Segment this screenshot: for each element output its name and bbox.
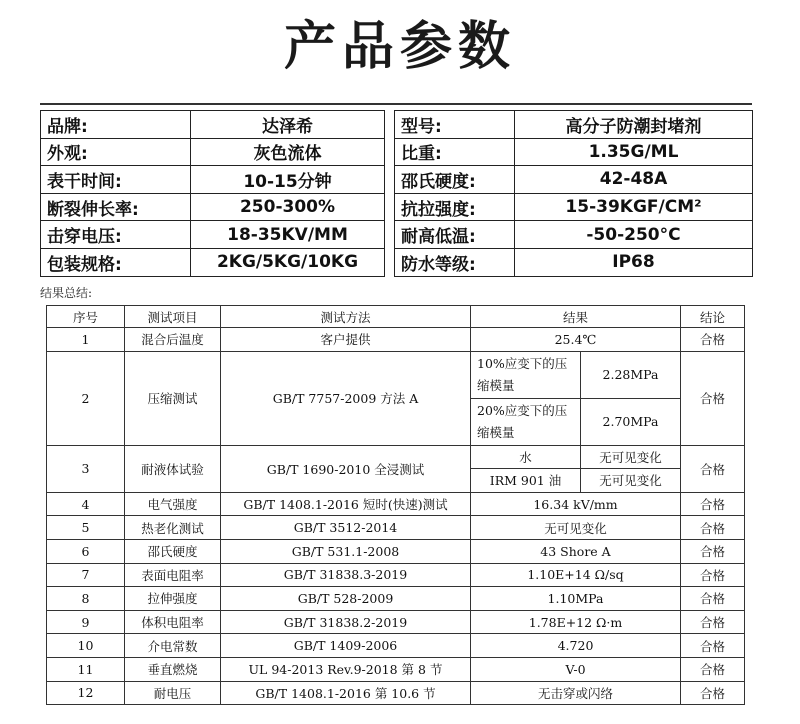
- row-method: GB/T 1409-2006: [221, 634, 471, 658]
- table-row: [47, 539, 745, 563]
- row-item: 体积电阻率: [125, 610, 221, 634]
- row-item: 混合后温度: [125, 328, 221, 352]
- row-conclusion: 合格: [681, 563, 745, 587]
- row-result: 16.34 kV/mm: [471, 492, 681, 516]
- row-method: GB/T 31838.2-2019: [221, 610, 471, 634]
- row-method: GB/T 531.1-2008: [221, 539, 471, 563]
- gap: [385, 248, 395, 276]
- sub-result-value: 2.28MPa: [581, 351, 681, 398]
- gap: [385, 193, 395, 221]
- param-label: 包装规格:: [41, 248, 191, 276]
- param-label: 邵氏硬度:: [395, 166, 515, 194]
- row-result: 43 Shore A: [471, 539, 681, 563]
- row-item: 热老化测试: [125, 516, 221, 540]
- header-method: 测试方法: [221, 306, 471, 328]
- param-label: 防水等级:: [395, 248, 515, 276]
- row-item: 压缩测试: [125, 351, 221, 445]
- sub-result-value: 无可见变化: [581, 469, 681, 493]
- table-row: [47, 563, 745, 587]
- param-value: 42-48A: [515, 166, 753, 194]
- row-item: 拉伸强度: [125, 587, 221, 611]
- param-row: [41, 193, 753, 221]
- param-row: [41, 111, 753, 139]
- table-row: [47, 492, 745, 516]
- param-value: 2KG/5KG/10KG: [191, 248, 385, 276]
- param-value: 15-39KGF/CM²: [515, 193, 753, 221]
- row-no: 1: [47, 328, 125, 352]
- row-method: GB/T 528-2009: [221, 587, 471, 611]
- sub-result-value: 2.70MPa: [581, 398, 681, 445]
- row-method: GB/T 1408.1-2016 短时(快速)测试: [221, 492, 471, 516]
- header-item: 测试项目: [125, 306, 221, 328]
- row-conclusion: 合格: [681, 351, 745, 445]
- row-conclusion: 合格: [681, 539, 745, 563]
- param-value: 1.35G/ML: [515, 138, 753, 166]
- row-item: 耐液体试验: [125, 445, 221, 492]
- row-no: 12: [47, 681, 125, 705]
- row-conclusion: 合格: [681, 516, 745, 540]
- param-label: 抗拉强度:: [395, 193, 515, 221]
- row-conclusion: 合格: [681, 587, 745, 611]
- row-conclusion: 合格: [681, 328, 745, 352]
- row-no: 5: [47, 516, 125, 540]
- row-no: 6: [47, 539, 125, 563]
- param-label: 型号:: [395, 111, 515, 139]
- gap: [385, 138, 395, 166]
- row-no: 4: [47, 492, 125, 516]
- param-value: 10-15分钟: [191, 166, 385, 194]
- product-params-table: [40, 110, 753, 277]
- row-result: 无击穿或闪络: [471, 681, 681, 705]
- row-no: 11: [47, 657, 125, 681]
- row-item: 表面电阻率: [125, 563, 221, 587]
- row-result: 无可见变化: [471, 516, 681, 540]
- row-no: 9: [47, 610, 125, 634]
- param-row: [41, 166, 753, 194]
- row-conclusion: 合格: [681, 445, 745, 492]
- row-conclusion: 合格: [681, 634, 745, 658]
- sub-result-label: 10%应变下的压缩模量: [471, 351, 581, 398]
- table-row: [47, 328, 745, 352]
- row-no: 8: [47, 587, 125, 611]
- divider: [40, 103, 752, 105]
- results-header-row: [47, 306, 745, 328]
- row-method: GB/T 3512-2014: [221, 516, 471, 540]
- row-result: 1.10E+14 Ω/sq: [471, 563, 681, 587]
- row-item: 电气强度: [125, 492, 221, 516]
- row-result: 25.4℃: [471, 328, 681, 352]
- row-item: 耐电压: [125, 681, 221, 705]
- param-label: 品牌:: [41, 111, 191, 139]
- row-method: GB/T 7757-2009 方法 A: [221, 351, 471, 445]
- header-result: 结果: [471, 306, 681, 328]
- sub-result-label: 20%应变下的压缩模量: [471, 398, 581, 445]
- param-label: 表干时间:: [41, 166, 191, 194]
- table-row: [47, 587, 745, 611]
- gap: [385, 111, 395, 139]
- param-row: [41, 138, 753, 166]
- row-conclusion: 合格: [681, 681, 745, 705]
- page-title: 产品参数: [283, 17, 516, 77]
- sub-result-label: IRM 901 油: [471, 469, 581, 493]
- param-value: 高分子防潮封堵剂: [515, 111, 753, 139]
- gap: [385, 166, 395, 194]
- row-no: 7: [47, 563, 125, 587]
- row-no: 2: [47, 351, 125, 445]
- gap: [385, 221, 395, 249]
- row-no: 10: [47, 634, 125, 658]
- row-result: 1.10MPa: [471, 587, 681, 611]
- param-value: IP68: [515, 248, 753, 276]
- sub-result-value: 无可见变化: [581, 445, 681, 469]
- row-result: 1.78E+12 Ω·m: [471, 610, 681, 634]
- table-row: [47, 634, 745, 658]
- row-item: 垂直燃烧: [125, 657, 221, 681]
- row-conclusion: 合格: [681, 492, 745, 516]
- row-item: 邵氏硬度: [125, 539, 221, 563]
- param-label: 外观:: [41, 138, 191, 166]
- param-label: 耐高低温:: [395, 221, 515, 249]
- row-item: 介电常数: [125, 634, 221, 658]
- table-row: [47, 516, 745, 540]
- row-no: 3: [47, 445, 125, 492]
- row-result: V-0: [471, 657, 681, 681]
- test-results-table: [46, 305, 745, 705]
- header-no: 序号: [47, 306, 125, 328]
- param-row: [41, 221, 753, 249]
- row-method: GB/T 31838.3-2019: [221, 563, 471, 587]
- table-row: [47, 610, 745, 634]
- param-label: 比重:: [395, 138, 515, 166]
- param-value: -50-250°C: [515, 221, 753, 249]
- row-conclusion: 合格: [681, 610, 745, 634]
- table-row: [47, 657, 745, 681]
- summary-label: 结果总结:: [40, 286, 93, 300]
- row-method: GB/T 1408.1-2016 第 10.6 节: [221, 681, 471, 705]
- header-conclusion: 结论: [681, 306, 745, 328]
- sub-result-label: 水: [471, 445, 581, 469]
- param-value: 灰色流体: [191, 138, 385, 166]
- table-row: [47, 351, 745, 398]
- param-value: 达泽希: [191, 111, 385, 139]
- row-method: 客户提供: [221, 328, 471, 352]
- param-label: 击穿电压:: [41, 221, 191, 249]
- table-row: [47, 681, 745, 705]
- table-row: [47, 445, 745, 469]
- param-value: 18-35KV/MM: [191, 221, 385, 249]
- row-method: GB/T 1690-2010 全浸测试: [221, 445, 471, 492]
- param-label: 断裂伸长率:: [41, 193, 191, 221]
- row-conclusion: 合格: [681, 657, 745, 681]
- row-method: UL 94-2013 Rev.9-2018 第 8 节: [221, 657, 471, 681]
- param-value: 250-300%: [191, 193, 385, 221]
- param-row: [41, 248, 753, 276]
- row-result: 4.720: [471, 634, 681, 658]
